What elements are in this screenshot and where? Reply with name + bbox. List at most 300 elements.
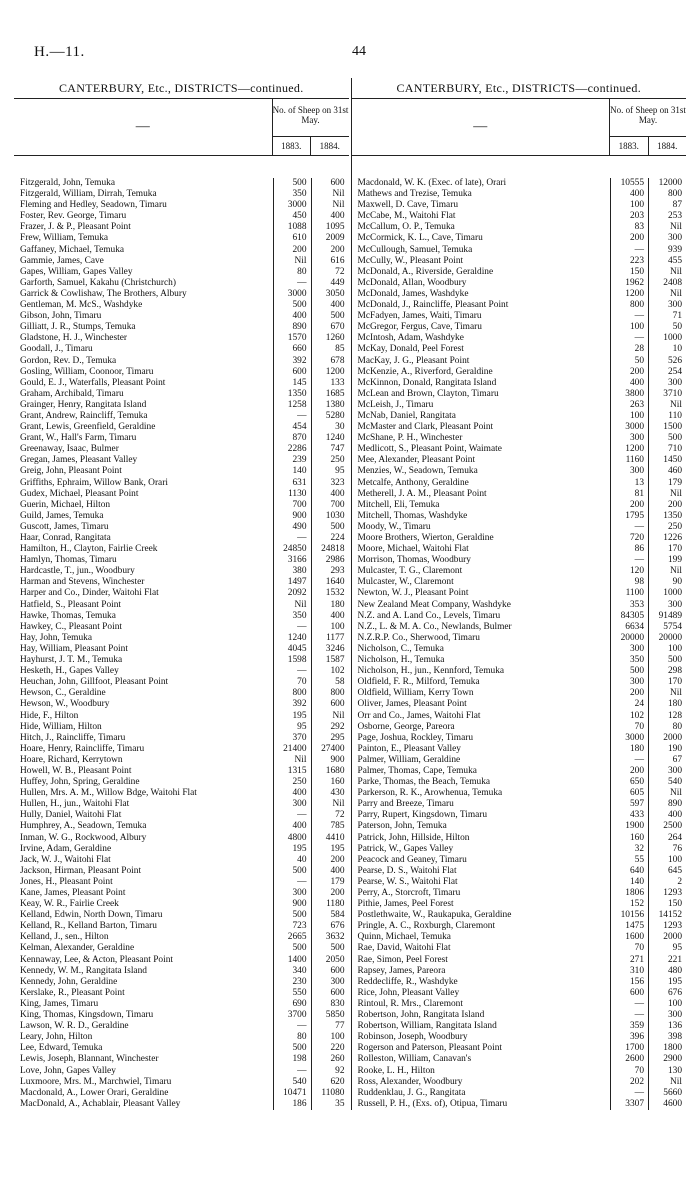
sheep-1884: 160 bbox=[311, 777, 349, 788]
sheep-1884: 150 bbox=[648, 899, 686, 910]
table-row bbox=[352, 711, 687, 722]
owner-name: Grainger, Henry, Rangitata Island bbox=[20, 399, 147, 410]
table-row bbox=[14, 322, 349, 333]
sheep-1884: 1260 bbox=[311, 333, 349, 344]
sheep-1883: 1400 bbox=[273, 955, 311, 966]
sheep-1883: 1806 bbox=[610, 888, 648, 899]
sheep-1884: 85 bbox=[311, 344, 349, 355]
owner-name: Hamilton, H., Clayton, Fairlie Creek bbox=[20, 544, 158, 555]
owner-name: Hoare, Henry, Raincliffe, Timaru bbox=[20, 743, 145, 754]
sheep-1884: 676 bbox=[648, 988, 686, 999]
sheep-1883: 98 bbox=[610, 577, 648, 588]
sheep-1883: 195 bbox=[273, 711, 311, 722]
table-row bbox=[352, 1054, 687, 1065]
table-row bbox=[352, 322, 687, 333]
table-row bbox=[14, 988, 349, 999]
table-row bbox=[14, 866, 349, 877]
sheep-1884: 300 bbox=[648, 233, 686, 244]
sheep-1883: 2092 bbox=[273, 588, 311, 599]
sheep-1883: 200 bbox=[610, 367, 648, 378]
owner-name: Orr and Co., James, Waitohi Flat bbox=[357, 710, 481, 721]
sheep-1884: 24818 bbox=[311, 544, 349, 555]
sheep-1884: 91489 bbox=[648, 611, 686, 622]
table-row bbox=[352, 844, 687, 855]
sheep-1884: 100 bbox=[311, 1032, 349, 1043]
table-row bbox=[14, 1088, 349, 1099]
sheep-1883: 650 bbox=[610, 777, 648, 788]
sheep-1884: 30 bbox=[311, 422, 349, 433]
sheep-1883: 597 bbox=[610, 799, 648, 810]
sheep-1884: 300 bbox=[648, 600, 686, 611]
sheep-1883: 50 bbox=[610, 356, 648, 367]
sheep-1883: 3800 bbox=[610, 389, 648, 400]
table-row bbox=[14, 899, 349, 910]
sheep-1884: 5660 bbox=[648, 1088, 686, 1099]
owner-name: N.Z., L. & M. A. Co., Newlands, Bulmer bbox=[357, 621, 512, 632]
owner-name: Medlicott, S., Pleasant Point, Waimate bbox=[357, 444, 502, 455]
table-row bbox=[14, 722, 349, 733]
table-row bbox=[352, 1077, 687, 1088]
sheep-1884: 1380 bbox=[311, 400, 349, 411]
sheep-1884: Nil bbox=[648, 566, 686, 577]
table-row bbox=[352, 888, 687, 899]
sheep-1883: — bbox=[610, 522, 648, 533]
sheep-1883: 1795 bbox=[610, 511, 648, 522]
owner-name: Mitchell, Eli, Temuka bbox=[357, 499, 440, 510]
owner-name: Luxmoore, Mrs. M., Marchwiel, Timaru bbox=[20, 1076, 172, 1087]
sheep-1884: 300 bbox=[648, 766, 686, 777]
sheep-1883: 300 bbox=[610, 677, 648, 688]
owner-name: Oldfield, William, Kerry Town bbox=[357, 688, 474, 699]
owner-name: Rapsey, James, Pareora bbox=[357, 965, 446, 976]
sheep-1883: 20000 bbox=[610, 633, 648, 644]
sheep-1883: 720 bbox=[610, 533, 648, 544]
sheep-1884: 460 bbox=[648, 466, 686, 477]
sheep-1883: 202 bbox=[610, 1077, 648, 1088]
sheep-1884: Nil bbox=[311, 799, 349, 810]
sheep-1884: Nil bbox=[648, 289, 686, 300]
owner-name: McDonald, James, Washdyke bbox=[357, 288, 469, 299]
owner-name: Mathews and Trezise, Temuka bbox=[357, 189, 472, 200]
sheep-1884: 600 bbox=[311, 966, 349, 977]
sheep-1884: 200 bbox=[311, 245, 349, 256]
owner-name: Grant, W., Hall's Farm, Timaru bbox=[20, 433, 137, 444]
sheep-1884: 3050 bbox=[311, 289, 349, 300]
sheep-1884: 260 bbox=[311, 1054, 349, 1065]
table-row bbox=[14, 544, 349, 555]
table-row bbox=[352, 1021, 687, 1032]
sheep-1883: 500 bbox=[273, 910, 311, 921]
table-row bbox=[14, 733, 349, 744]
table-row bbox=[14, 966, 349, 977]
sheep-1884: 195 bbox=[311, 844, 349, 855]
sheep-1883: 6634 bbox=[610, 622, 648, 633]
table-row bbox=[352, 222, 687, 233]
owner-name: Hay, John, Temuka bbox=[20, 632, 92, 643]
table-row bbox=[14, 211, 349, 222]
sheep-1883: 400 bbox=[610, 189, 648, 200]
table-row bbox=[14, 511, 349, 522]
report-code: H.—11. bbox=[34, 44, 85, 60]
owner-name: Lawson, W. R. D., Geraldine bbox=[20, 1021, 129, 1032]
sheep-1883: 870 bbox=[273, 433, 311, 444]
table-row bbox=[14, 489, 349, 500]
sheep-1883: 24 bbox=[610, 699, 648, 710]
sheep-1884: 584 bbox=[311, 910, 349, 921]
sheep-1883: 500 bbox=[273, 300, 311, 311]
sheep-1884: 398 bbox=[648, 1032, 686, 1043]
owner-name: Howell, W. B., Pleasant Point bbox=[20, 765, 132, 776]
sheep-1884: 1450 bbox=[648, 455, 686, 466]
table-row bbox=[352, 655, 687, 666]
sheep-1883: 70 bbox=[610, 943, 648, 954]
left-rows bbox=[14, 156, 349, 1110]
table-row bbox=[352, 977, 687, 988]
table-row bbox=[14, 844, 349, 855]
sheep-1884: 900 bbox=[311, 755, 349, 766]
owner-name: Haar, Conrad, Rangitata bbox=[20, 533, 111, 543]
table-row bbox=[352, 344, 687, 355]
owner-name: New Zealand Meat Company, Washdyke bbox=[357, 599, 511, 610]
owner-name: McDonald, Allan, Woodbury bbox=[357, 277, 467, 288]
owner-name: Hawke, Thomas, Temuka bbox=[20, 610, 116, 621]
table-row bbox=[14, 178, 349, 189]
sheep-1884: 480 bbox=[648, 966, 686, 977]
table-row bbox=[352, 943, 687, 954]
table-row bbox=[14, 699, 349, 710]
sheep-1884: 200 bbox=[311, 888, 349, 899]
sheep-1883: 198 bbox=[273, 1054, 311, 1065]
table-row bbox=[14, 522, 349, 533]
owner-name: Morrison, Thomas, Woodbury bbox=[357, 555, 471, 566]
sheep-1884: 100 bbox=[311, 622, 349, 633]
sheep-1883: 24850 bbox=[273, 544, 311, 555]
sheep-1884: 2050 bbox=[311, 955, 349, 966]
owner-name: N.Z. and A. Land Co., Levels, Timaru bbox=[357, 610, 501, 621]
table-row bbox=[14, 433, 349, 444]
sheep-1883: 3307 bbox=[610, 1099, 648, 1110]
sheep-1883: 95 bbox=[273, 722, 311, 733]
sheep-1883: 490 bbox=[273, 522, 311, 533]
sheep-1884: 72 bbox=[311, 267, 349, 278]
table-row bbox=[352, 245, 687, 256]
owner-name: McKenzie, A., Riverford, Geraldine bbox=[357, 366, 493, 377]
sheep-1884: 110 bbox=[648, 411, 686, 422]
table-row bbox=[14, 633, 349, 644]
sheep-1883: 1962 bbox=[610, 278, 648, 289]
table-row bbox=[352, 810, 687, 821]
sheep-1883: 359 bbox=[610, 1021, 648, 1032]
sheep-1883: 120 bbox=[610, 566, 648, 577]
sheep-1883: — bbox=[610, 311, 648, 322]
sheep-1883: 396 bbox=[610, 1032, 648, 1043]
sheep-1884: 1293 bbox=[648, 921, 686, 932]
owner-name: McIntosh, Adam, Washdyke bbox=[357, 333, 464, 344]
table-row bbox=[352, 189, 687, 200]
table-row bbox=[352, 1099, 687, 1110]
sheep-1884: 254 bbox=[648, 367, 686, 378]
sheep-count-caption: No. of Sheep on 31st May. bbox=[273, 99, 349, 137]
sheep-1883: — bbox=[273, 1021, 311, 1032]
table-row bbox=[352, 1043, 687, 1054]
table-row bbox=[352, 566, 687, 577]
owner-name: Gordon, Rev. D., Temuka bbox=[20, 355, 117, 366]
owner-name: Moody, W., Timaru bbox=[357, 521, 431, 532]
sheep-1883: 2286 bbox=[273, 444, 311, 455]
owner-name: Moore Brothers, Wierton, Geraldine bbox=[357, 533, 494, 543]
sheep-1883: 1497 bbox=[273, 577, 311, 588]
table-row bbox=[352, 1032, 687, 1043]
sheep-1883: 380 bbox=[273, 566, 311, 577]
table-row bbox=[352, 633, 687, 644]
owner-name: Metcalfe, Anthony, Geraldine bbox=[357, 477, 469, 488]
owner-name: Hewson, W., Woodbury bbox=[20, 699, 110, 710]
sheep-1883: 3700 bbox=[273, 1010, 311, 1021]
sheep-1884: 400 bbox=[648, 810, 686, 821]
sheep-1884: 133 bbox=[311, 378, 349, 389]
owner-name: Gaffaney, Michael, Temuka bbox=[20, 244, 125, 255]
table-row bbox=[14, 711, 349, 722]
table-row bbox=[14, 200, 349, 211]
table-row bbox=[352, 777, 687, 788]
owner-name: Lewis, Joseph, Blannant, Winchester bbox=[20, 1054, 159, 1065]
sheep-1883: — bbox=[273, 278, 311, 289]
sheep-1884: 179 bbox=[311, 877, 349, 888]
owner-name: Hardcastle, T., jun., Woodbury bbox=[20, 566, 135, 577]
left-column-title: CANTERBURY, Etc., DISTRICTS—continued. bbox=[14, 78, 349, 99]
sheep-1883: 1200 bbox=[610, 444, 648, 455]
sheep-1884: 323 bbox=[311, 478, 349, 489]
table-row bbox=[14, 222, 349, 233]
sheep-1884: 2986 bbox=[311, 555, 349, 566]
owner-name: Page, Joshua, Rockley, Timaru bbox=[357, 732, 474, 743]
sheep-1884: Nil bbox=[648, 400, 686, 411]
sheep-1884: 253 bbox=[648, 211, 686, 222]
sheep-1883: 500 bbox=[610, 666, 648, 677]
owner-name: Metherell, J. A. M., Pleasant Point bbox=[357, 488, 487, 499]
sheep-1884: 500 bbox=[311, 943, 349, 954]
sheep-1883: 3000 bbox=[273, 289, 311, 300]
sheep-1883: 180 bbox=[610, 744, 648, 755]
table-row bbox=[14, 755, 349, 766]
sheep-1884: 449 bbox=[311, 278, 349, 289]
sheep-1883: 300 bbox=[610, 644, 648, 655]
sheep-1883: 500 bbox=[273, 178, 311, 189]
table-row bbox=[14, 1010, 349, 1021]
table-row bbox=[352, 278, 687, 289]
year-1883-header: 1883. bbox=[281, 141, 302, 151]
sheep-1884: 5280 bbox=[311, 411, 349, 422]
owner-name: Hitch, J., Raincliffe, Timaru bbox=[20, 732, 126, 743]
owner-name: Postlethwaite, W., Raukapuka, Geraldine bbox=[357, 910, 512, 921]
sheep-1884: 800 bbox=[311, 688, 349, 699]
sheep-1883: 2600 bbox=[610, 1054, 648, 1065]
sheep-1883: 250 bbox=[273, 777, 311, 788]
sheep-1884: 1680 bbox=[311, 766, 349, 777]
table-row bbox=[14, 367, 349, 378]
table-row bbox=[352, 444, 687, 455]
table-row bbox=[14, 466, 349, 477]
table-row bbox=[14, 444, 349, 455]
sheep-1883: 70 bbox=[273, 677, 311, 688]
owner-name: Nicholson, H., jun., Kennford, Temuka bbox=[357, 666, 505, 677]
table-row bbox=[352, 577, 687, 588]
table-row bbox=[14, 932, 349, 943]
sheep-1884: 20000 bbox=[648, 633, 686, 644]
sheep-1884: 179 bbox=[648, 478, 686, 489]
table-row bbox=[352, 866, 687, 877]
sheep-1883: 150 bbox=[610, 267, 648, 278]
owner-name: Parry, Rupert, Kingsdown, Timaru bbox=[357, 810, 488, 821]
table-row bbox=[352, 688, 687, 699]
table-row bbox=[14, 300, 349, 311]
sheep-1883: 1900 bbox=[610, 821, 648, 832]
sheep-1884: 785 bbox=[311, 821, 349, 832]
owner-name: Guerin, Michael, Hilton bbox=[20, 499, 111, 510]
sheep-1884: 600 bbox=[311, 699, 349, 710]
sheep-1883: — bbox=[610, 245, 648, 256]
table-row bbox=[352, 755, 687, 766]
table-row bbox=[352, 256, 687, 267]
table-row bbox=[352, 478, 687, 489]
page-number: 44 bbox=[352, 44, 366, 59]
table-row bbox=[14, 799, 349, 810]
owner-name: Love, John, Gapes Valley bbox=[20, 1065, 116, 1076]
sheep-1884: 1350 bbox=[648, 511, 686, 522]
owner-name: Hesketh, H., Gapes Valley bbox=[20, 666, 119, 677]
owner-name: Gibson, John, Timaru bbox=[20, 311, 102, 322]
owner-name: Hide, William, Hilton bbox=[20, 721, 102, 732]
owner-name: Graham, Archibald, Timaru bbox=[20, 388, 124, 399]
sheep-1884: Nil bbox=[311, 711, 349, 722]
sheep-1883: 145 bbox=[273, 378, 311, 389]
table-row bbox=[352, 788, 687, 799]
sheep-1884: 500 bbox=[311, 522, 349, 533]
sheep-1883: 600 bbox=[273, 367, 311, 378]
table-row bbox=[352, 233, 687, 244]
table-row bbox=[352, 333, 687, 344]
sheep-1883: 4800 bbox=[273, 833, 311, 844]
table-row bbox=[352, 178, 687, 189]
owner-name: McDonald, J., Raincliffe, Pleasant Point bbox=[357, 300, 509, 311]
table-row bbox=[14, 1032, 349, 1043]
owner-name: Gregan, James, Pleasant Valley bbox=[20, 455, 138, 466]
owner-name: Gammie, James, Cave bbox=[20, 255, 104, 266]
table-row bbox=[352, 378, 687, 389]
table-row bbox=[14, 189, 349, 200]
table-row bbox=[14, 422, 349, 433]
sheep-1884: 1587 bbox=[311, 655, 349, 666]
sheep-1883: 186 bbox=[273, 1099, 311, 1110]
sheep-1884: 180 bbox=[311, 600, 349, 611]
owner-name: Patrick, John, Hillside, Hilton bbox=[357, 832, 470, 843]
table-row bbox=[352, 1010, 687, 1021]
table-row bbox=[14, 267, 349, 278]
sheep-1884: 100 bbox=[648, 855, 686, 866]
sheep-1883: 300 bbox=[273, 888, 311, 899]
sheep-1883: 1570 bbox=[273, 333, 311, 344]
table-columns bbox=[14, 78, 686, 1110]
table-row bbox=[14, 577, 349, 588]
owner-name: McGregor, Fergus, Cave, Timaru bbox=[357, 322, 482, 333]
sheep-1883: 1350 bbox=[273, 389, 311, 400]
table-row bbox=[14, 278, 349, 289]
owner-name: Osborne, George, Pareora bbox=[357, 721, 455, 732]
owner-name: Macdonald, W. K. (Exec. of late), Orari bbox=[357, 178, 507, 188]
sheep-1884: 4600 bbox=[648, 1099, 686, 1110]
owner-name: McDonald, A., Riverside, Geraldine bbox=[357, 266, 494, 277]
sheep-1883: 660 bbox=[273, 344, 311, 355]
sheep-1883: 353 bbox=[610, 600, 648, 611]
table-row bbox=[352, 833, 687, 844]
owner-name: Harman and Stevens, Winchester bbox=[20, 577, 145, 588]
owner-name: MacKay, J. G., Pleasant Point bbox=[357, 355, 470, 366]
owner-name: McLeish, J., Timaru bbox=[357, 399, 434, 410]
sheep-1883: 3000 bbox=[273, 200, 311, 211]
owner-name: MacDonald, A., Achablair, Pleasant Valley bbox=[20, 1098, 181, 1109]
sheep-1883: 392 bbox=[273, 356, 311, 367]
table-row bbox=[14, 245, 349, 256]
owner-name: Rae, David, Waitohi Flat bbox=[357, 943, 451, 954]
sheep-1884: 430 bbox=[311, 788, 349, 799]
owner-name: Mitchell, Thomas, Washdyke bbox=[357, 510, 468, 521]
sheep-1883: 40 bbox=[273, 855, 311, 866]
owner-name: Rogerson and Paterson, Pleasant Point bbox=[357, 1043, 503, 1054]
owner-name: Mulcaster, T. G., Claremont bbox=[357, 566, 463, 577]
owner-name: Huffey, John, Spring, Geraldine bbox=[20, 777, 140, 788]
sheep-1884: 1000 bbox=[648, 588, 686, 599]
table-row bbox=[352, 666, 687, 677]
sheep-1883: 2665 bbox=[273, 932, 311, 943]
owner-name: Moore, Michael, Waitohi Flat bbox=[357, 544, 469, 555]
owner-name: McMaster and Clark, Pleasant Point bbox=[357, 422, 494, 433]
table-row bbox=[14, 389, 349, 400]
owner-name: Pithie, James, Peel Forest bbox=[357, 899, 454, 910]
sheep-1883: 160 bbox=[610, 833, 648, 844]
sheep-1884: 2 bbox=[648, 877, 686, 888]
sheep-1883: 454 bbox=[273, 422, 311, 433]
owner-name: N.Z.R.P. Co., Sherwood, Timaru bbox=[357, 632, 480, 643]
owner-name: Guild, James, Temuka bbox=[20, 510, 104, 521]
owner-name: McCallum, O. P., Temuka bbox=[357, 222, 455, 233]
owner-name: Gudex, Michael, Pleasant Point bbox=[20, 488, 139, 499]
table-row bbox=[352, 766, 687, 777]
table-row bbox=[14, 655, 349, 666]
page-header bbox=[14, 0, 686, 60]
sheep-1883: 631 bbox=[273, 478, 311, 489]
table-row bbox=[14, 311, 349, 322]
sheep-1884: Nil bbox=[648, 267, 686, 278]
sheep-1884: 224 bbox=[311, 533, 349, 544]
table-row bbox=[352, 910, 687, 921]
owner-name: Leary, John, Hilton bbox=[20, 1032, 93, 1043]
sheep-1883: — bbox=[610, 755, 648, 766]
table-row bbox=[14, 821, 349, 832]
owner-name: Humphrey, A., Seadown, Temuka bbox=[20, 821, 147, 832]
sheep-1884: 747 bbox=[311, 444, 349, 455]
sheep-1884: 300 bbox=[648, 378, 686, 389]
sheep-1884: 180 bbox=[648, 699, 686, 710]
table-row bbox=[352, 422, 687, 433]
owner-name: Jack, W. J., Waitohi Flat bbox=[20, 854, 111, 865]
table-row bbox=[14, 333, 349, 344]
year-1884-header: 1884. bbox=[310, 137, 349, 155]
sheep-1884: 800 bbox=[648, 189, 686, 200]
table-row bbox=[352, 400, 687, 411]
owner-name: Gladstone, H. J., Winchester bbox=[20, 333, 127, 344]
sheep-1884: 1240 bbox=[311, 433, 349, 444]
sheep-1884: 526 bbox=[648, 356, 686, 367]
